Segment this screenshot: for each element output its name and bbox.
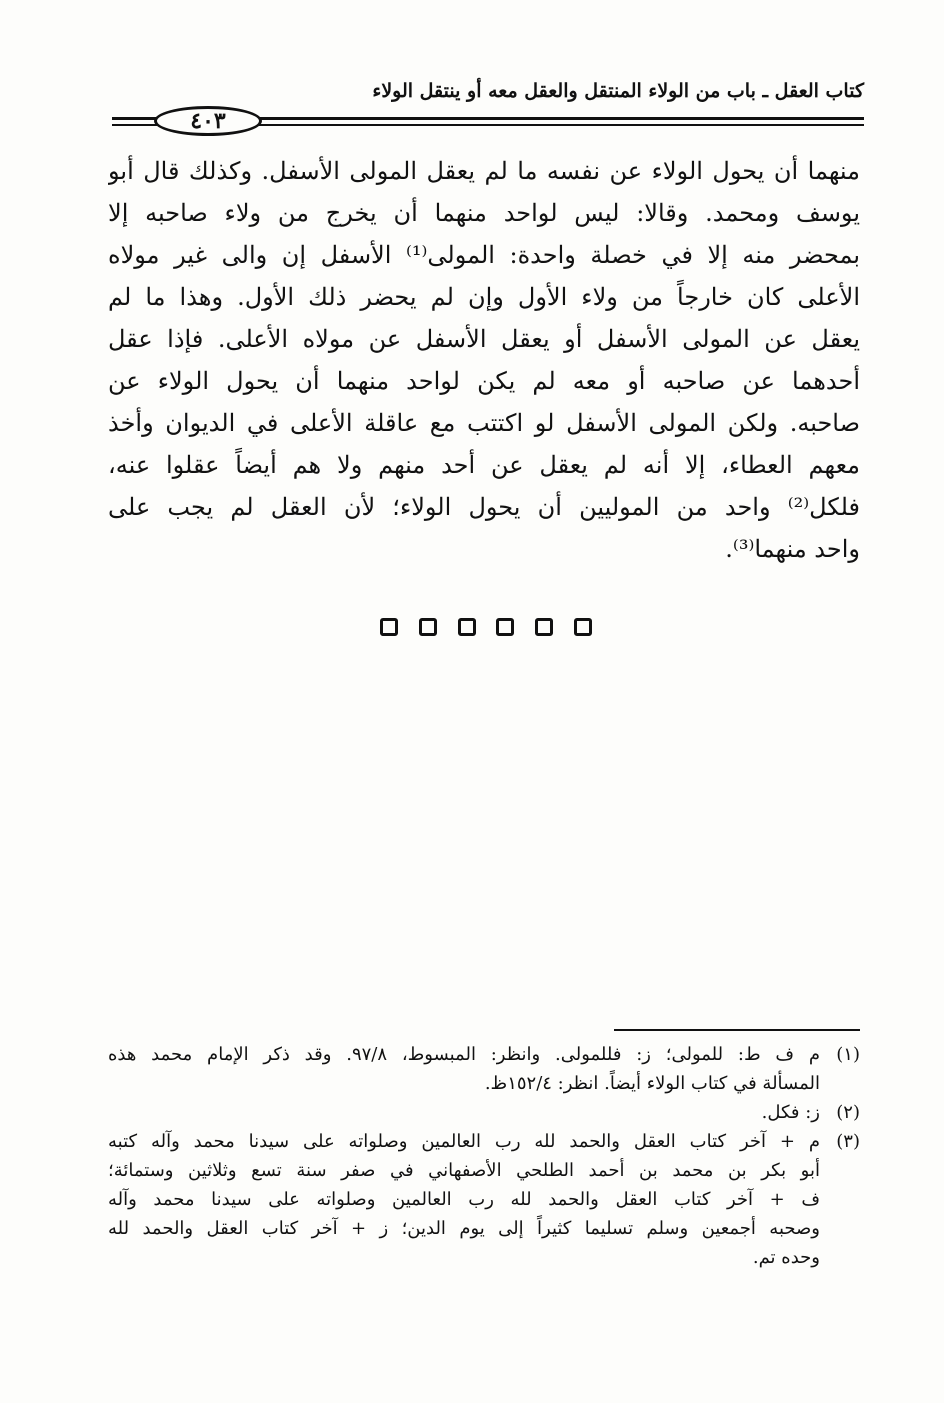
ornament-square-icon	[380, 618, 398, 636]
text-line: أحدهما عن صاحبه أو معه لم يكن لواحد منهما أن يحول الولاء عن	[108, 367, 860, 395]
footnote-line: المسألة في كتاب الولاء أيضاً. انظر: ١٥٢/٤ظ.	[484, 1073, 820, 1094]
footnote-line: وحده تم.	[752, 1247, 820, 1268]
text-line: فلكل⁽²⁾ واحد من الموليين أن يحول الولاء؛ لأن العقل لم يجب على	[108, 493, 860, 521]
page-number: ٤٠٣	[154, 106, 262, 136]
footnote-line: أبو بكر بن محمد بن أحمد الطلحي الأصفهاني في صفر سنة تسع وثلاثين وستمائة؛	[108, 1160, 820, 1181]
footnotes	[108, 1040, 860, 1272]
text-line: صاحبه. ولكن المولى الأسفل لو اكتتب مع عاقلة الأعلى في الديوان وأخذ	[108, 409, 860, 437]
footnote-number: (٣)	[836, 1131, 860, 1152]
text-line: يعقل عن المولى الأسفل أو يعقل الأسفل عن مولاه الأعلى. فإذا عقل	[108, 325, 860, 353]
footnote-line: م ف ط: للمولى؛ ز: فللمولى. وانظر: المبسوط، ٩٧/٨. وقد ذكر الإمام محمد هذه	[108, 1044, 820, 1065]
ornament-square-icon	[574, 618, 592, 636]
footnote-line: م + آخر كتاب العقل والحمد لله رب العالمين وصلواته على سيدنا محمد وآله كتبه	[108, 1131, 820, 1152]
text-line: معهم العطاء، إلا أنه لم يعقل عن أحد منهم ولا هم أيضاً عقلوا عنه،	[108, 451, 860, 479]
footnote-separator	[614, 1029, 860, 1031]
footnote	[108, 1127, 860, 1272]
footnote	[108, 1040, 860, 1098]
main-text	[108, 150, 860, 570]
ornament-square-icon	[535, 618, 553, 636]
text-line: منهما أن يحول الولاء عن نفسه ما لم يعقل المولى الأسفل. وكذلك قال أبو	[108, 157, 860, 185]
text-line: بمحضر منه إلا في خصلة واحدة: المولى⁽¹⁾ الأسفل إن والى غير مولاه	[108, 241, 860, 269]
section-end-ornament	[380, 618, 592, 640]
page-header	[112, 80, 864, 136]
ornament-square-icon	[496, 618, 514, 636]
footnote-line: ز: فكل.	[761, 1102, 820, 1123]
ornament-square-icon	[458, 618, 476, 636]
ornament-square-icon	[419, 618, 437, 636]
footnote	[108, 1098, 860, 1127]
footnote-number: (٢)	[836, 1102, 860, 1123]
running-title: كتاب العقل ـ باب من الولاء المنتقل والعقل معه أو ينتقل الولاء	[372, 80, 864, 102]
text-line: واحد منهما⁽³⁾.	[725, 535, 860, 563]
text-line: الأعلى كان خارجاً من ولاء الأول وإن لم يحضر ذلك الأول. وهذا ما لم	[108, 283, 860, 311]
text-line: يوسف ومحمد. وقالا: ليس لواحد منهما أن يخرج من ولاء صاحبه إلا	[108, 199, 860, 227]
footnote-line: وصحبه أجمعين وسلم تسليما كثيراً إلى يوم الدين؛ ز + آخر كتاب العقل والحمد لله	[108, 1218, 820, 1239]
footnote-line: ف + آخر كتاب العقل والحمد لله رب العالمين وصلواته على سيدنا محمد وآله	[108, 1189, 820, 1210]
footnote-number: (١)	[836, 1044, 860, 1065]
